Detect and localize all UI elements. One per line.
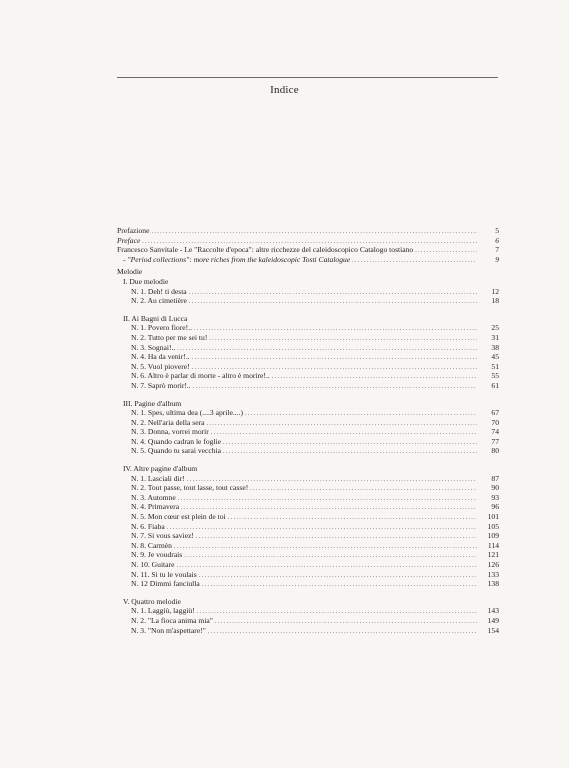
- page-number: 70: [491, 417, 499, 427]
- toc-entry[interactable]: [117, 606, 499, 616]
- front-matter-entry[interactable]: [117, 236, 499, 246]
- entry-title: N. 6. Fiaba: [131, 521, 165, 531]
- page-number: 90: [491, 483, 499, 493]
- page-number: 138: [487, 579, 499, 589]
- page-number: 105: [487, 521, 499, 531]
- dot-leader: [189, 289, 477, 299]
- toc-entry[interactable]: [117, 408, 499, 418]
- toc-entry[interactable]: [117, 371, 499, 381]
- page-number: 67: [491, 408, 499, 418]
- page-number: 96: [491, 502, 499, 512]
- dot-leader: [228, 514, 477, 524]
- toc-entry[interactable]: [117, 579, 499, 589]
- entry-title: N. 2. Au cimetière: [131, 296, 187, 306]
- page-number: 121: [487, 550, 499, 560]
- entry-title: - "Period collections": more riches from the kaleidoscopic Tosti Catalogue: [123, 254, 351, 264]
- page-number: 38: [491, 342, 499, 352]
- entry-title: N. 8. Carmèn: [131, 540, 172, 550]
- toc-entry[interactable]: [117, 418, 499, 428]
- page-number: 51: [491, 361, 499, 371]
- dot-leader: [209, 335, 477, 345]
- entry-title: N. 3. Donna, vorrei morir: [131, 427, 209, 437]
- entry-title: N. 11. Si tu le voulais: [131, 569, 197, 579]
- page-number: 101: [487, 512, 499, 522]
- dot-leader: [194, 325, 477, 335]
- toc-entry[interactable]: [117, 474, 499, 484]
- toc-entry[interactable]: [117, 616, 499, 626]
- front-matter-entry[interactable]: [117, 226, 499, 236]
- dot-leader: [178, 495, 477, 505]
- entry-title: N. 1. Laggiù, laggiù!: [131, 606, 195, 616]
- page-number: 55: [491, 371, 499, 381]
- page-number: 149: [487, 615, 499, 625]
- toc-entry[interactable]: [117, 512, 499, 522]
- dot-leader: [415, 247, 477, 257]
- dot-leader: [206, 420, 477, 430]
- entry-title: N. 1. Povero fiore!..: [131, 323, 192, 333]
- toc-entry[interactable]: [117, 427, 499, 437]
- entry-title: N. 1. Spes, ultima dea (....3 aprile....): [131, 408, 243, 418]
- toc-entry[interactable]: [117, 560, 499, 570]
- toc-entry[interactable]: [117, 352, 499, 362]
- entry-title: N. 2. Nell'aria della sera: [131, 417, 205, 427]
- dot-leader: [193, 383, 477, 393]
- page-number: 126: [487, 560, 499, 569]
- entry-title: N. 4. Quando cadran le foglie: [131, 436, 222, 446]
- entry-title: N. 12 Dimmi fanciulla: [131, 579, 200, 589]
- page-number: 154: [487, 625, 499, 635]
- section-title: Melodie: [117, 267, 143, 277]
- top-rule: [117, 77, 498, 78]
- front-matter-entry[interactable]: [117, 255, 499, 265]
- entry-title: N. 4. Ha da venir!..: [131, 352, 190, 362]
- toc-entry[interactable]: [117, 522, 499, 532]
- entry-title: N. 7. Si vous saviez!: [131, 531, 194, 541]
- dot-leader: [215, 618, 477, 628]
- dot-leader: [211, 429, 477, 439]
- entry-title: N. 5. Vuol piovere!: [131, 361, 190, 371]
- dot-leader: [196, 533, 477, 543]
- dot-leader: [184, 552, 477, 562]
- entry-title: Prefazione: [117, 226, 150, 235]
- toc-entry[interactable]: [117, 296, 499, 306]
- entry-title: Preface: [117, 235, 141, 245]
- dot-leader: [223, 439, 477, 449]
- group-heading: II. Ai Bagni di Lucca: [123, 313, 188, 323]
- page-number: 45: [491, 352, 499, 362]
- group-heading: V. Quattro melodie: [123, 596, 181, 606]
- toc-entry[interactable]: [117, 437, 499, 447]
- dot-leader: [174, 543, 477, 553]
- toc-entry[interactable]: [117, 446, 499, 456]
- toc-entry[interactable]: [117, 570, 499, 580]
- page-number: 143: [487, 606, 499, 616]
- entry-title: N. 7. Saprò morir!..: [131, 380, 191, 390]
- page-title: Indice: [270, 84, 299, 96]
- toc-entry[interactable]: [117, 287, 499, 297]
- entry-title: N. 6. Altro è parlar di morte - altro è morire!..: [131, 371, 270, 381]
- group-heading: III. Pagine d'album: [123, 398, 182, 408]
- entry-title: N. 1. Lasciali dir!: [131, 473, 185, 483]
- group-heading: IV. Altre pagine d'album: [123, 464, 198, 474]
- entry-title: N. 3. Sognai!..: [131, 342, 176, 352]
- toc-entry[interactable]: [117, 381, 499, 391]
- page-number: 93: [491, 492, 499, 502]
- entry-title: N. 1. Deh! ti desta: [131, 286, 187, 296]
- entry-title: N. 2. Tutto per me sei tu!: [131, 332, 208, 342]
- page-number: 74: [491, 427, 499, 437]
- dot-leader: [177, 345, 477, 355]
- entry-title: N. 3. Automne: [131, 492, 176, 502]
- page-number: 5: [495, 226, 499, 235]
- toc-entry[interactable]: [117, 333, 499, 343]
- toc-entry[interactable]: [117, 362, 499, 372]
- toc-entry[interactable]: [117, 550, 499, 560]
- page-number: 61: [491, 380, 499, 390]
- page-number: 12: [491, 286, 499, 296]
- entry-title: N. 5. Quando tu sarai vecchia: [131, 446, 222, 456]
- entry-title: N. 5. Mon cœur est plein de toi: [131, 512, 226, 522]
- entry-title: N. 3. "Non m'aspettare!": [131, 625, 206, 635]
- page-number: 6: [495, 235, 499, 245]
- toc-entry[interactable]: [117, 483, 499, 493]
- dot-leader: [352, 257, 477, 267]
- page-number: 7: [495, 245, 499, 255]
- toc-entry[interactable]: [117, 541, 499, 551]
- page-number: 109: [487, 531, 499, 541]
- toc-entry[interactable]: [117, 493, 499, 503]
- dot-leader: [189, 298, 477, 308]
- page-number: 18: [491, 296, 499, 306]
- toc-entry[interactable]: [117, 626, 499, 636]
- page-number: 31: [491, 332, 499, 342]
- entry-title: N. 10. Guitare: [131, 560, 175, 569]
- dot-leader: [223, 448, 477, 458]
- entry-title: N. 2. Tout passe, tout lasse, tout casse!: [131, 483, 249, 493]
- entry-title: Francesco Sanvitale - Le "Raccolte d'epoca": altre ricchezze del caleidoscopico Catalogo tostiano: [117, 245, 414, 255]
- dot-leader: [176, 562, 477, 572]
- dot-leader: [197, 608, 477, 618]
- dot-leader: [208, 628, 477, 638]
- page-number: 80: [491, 446, 499, 456]
- toc-entry[interactable]: [117, 502, 499, 512]
- page-number: 25: [491, 323, 499, 333]
- toc-entry[interactable]: [117, 343, 499, 353]
- toc-entry[interactable]: [117, 323, 499, 333]
- dot-leader: [272, 373, 477, 383]
- dot-leader: [199, 572, 477, 582]
- dot-leader: [245, 410, 477, 420]
- entry-title: N. 2. "La fioca anima mia": [131, 615, 213, 625]
- dot-leader: [250, 485, 477, 495]
- dot-leader: [151, 228, 477, 238]
- entry-title: N. 4. Primavera: [131, 502, 180, 512]
- dot-leader: [167, 524, 477, 534]
- entry-title: N. 9. Je voudrais: [131, 550, 183, 560]
- page-number: 133: [487, 569, 499, 579]
- page-number: 87: [491, 473, 499, 483]
- toc-entry[interactable]: [117, 531, 499, 541]
- table-of-contents: [117, 226, 499, 635]
- page-number: 9: [495, 254, 499, 264]
- front-matter-entry[interactable]: [117, 245, 499, 255]
- page-number: 114: [487, 540, 499, 550]
- group-heading: I. Due melodie: [123, 276, 169, 286]
- page-number: 77: [491, 436, 499, 446]
- dot-leader: [192, 354, 477, 364]
- dot-leader: [202, 581, 477, 591]
